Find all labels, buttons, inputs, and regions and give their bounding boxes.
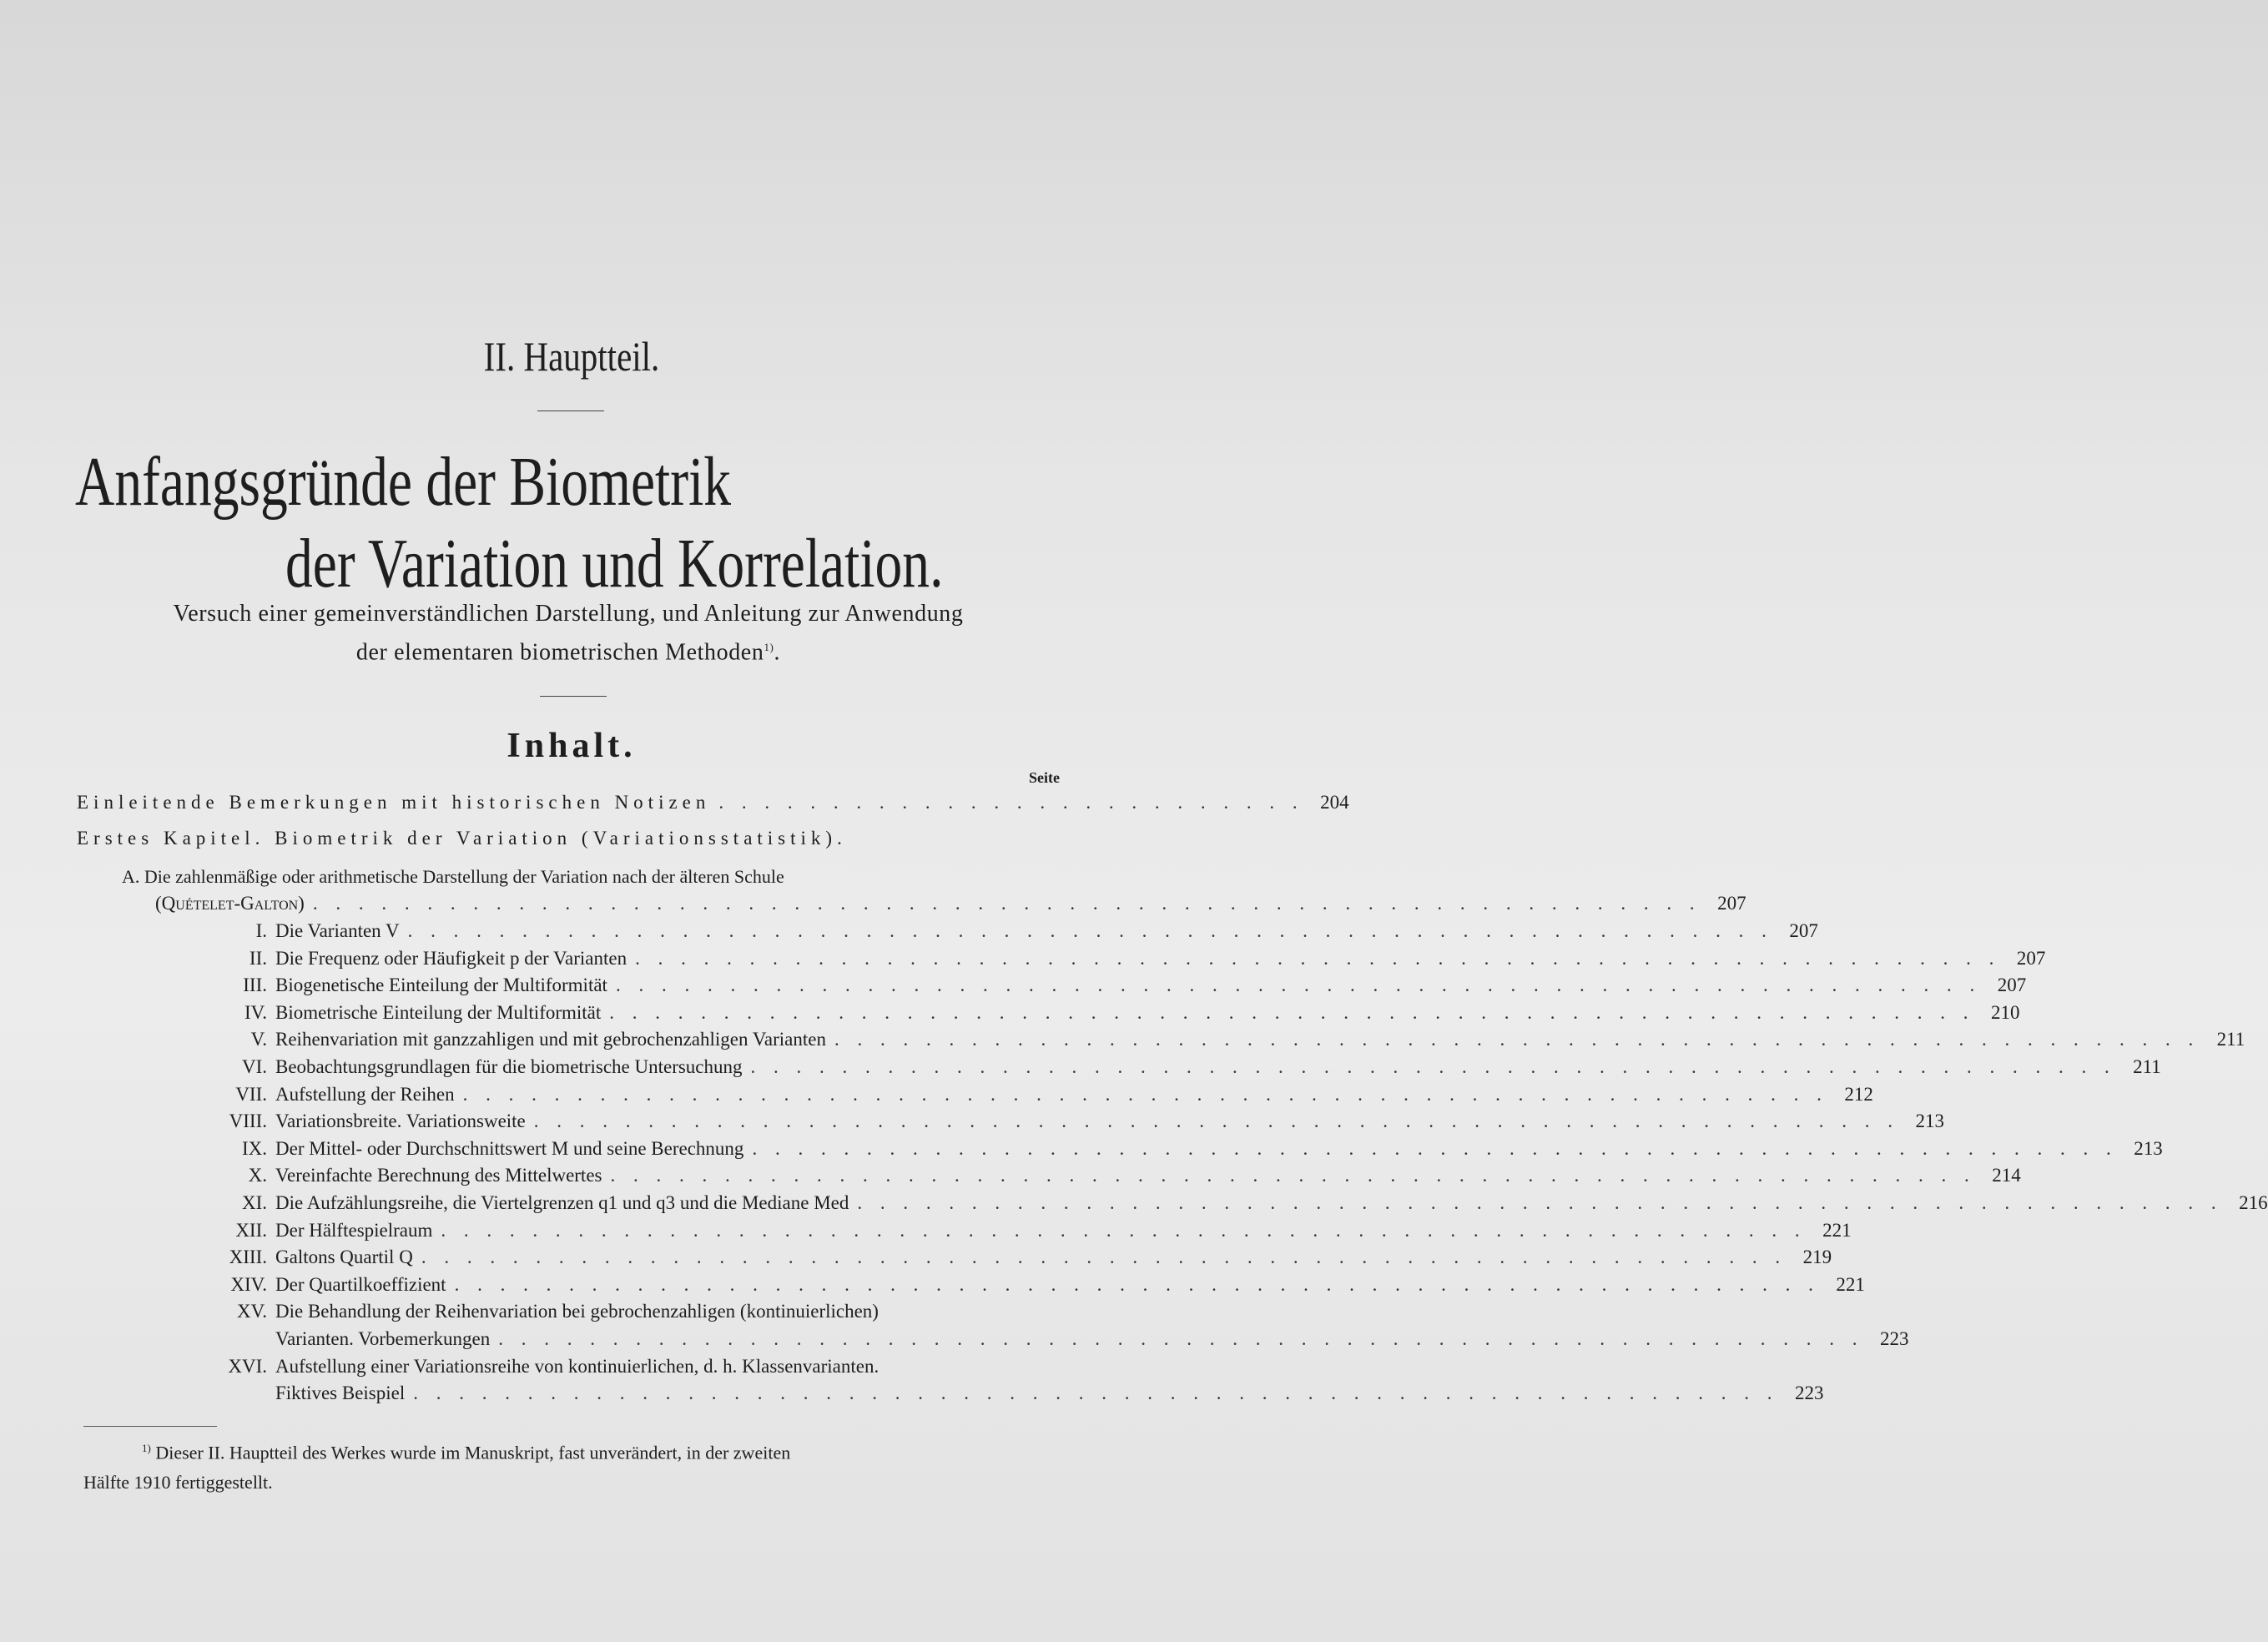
toc-intro-page: 204 xyxy=(1320,792,1349,813)
toc-entry xyxy=(192,1111,1945,1139)
leader-dots: . . . . . . . . . . . . . . . . . . . . . . . . . . xyxy=(718,792,1304,813)
toc-entry-page: 212 xyxy=(1844,1083,1873,1105)
toc-entry xyxy=(192,1301,1060,1329)
leader-dots: . . . . . . . . . . . . . . . . . . . . . . . . . . . . . . . . . . . . . . . . . . . . . . . . . . . . . . . . . . . . xyxy=(498,1328,1864,1349)
toc-entry-number: IV. xyxy=(244,1001,267,1023)
footnote xyxy=(83,1433,1065,1498)
toc-entry-label: Biogenetische Einteilung der Multiformität xyxy=(275,975,607,996)
leader-dots: . . . . . . . . . . . . . . . . . . . . . . . . . . . . . . . . . . . . . . . . . . . . . . . . . . . . . . . . . . . . xyxy=(750,1056,2116,1077)
toc-entry-label: Varianten. Vorbemerkungen xyxy=(275,1328,491,1349)
toc-entry-label: Die Aufzählungsreihe, die Viertelgrenzen q1 und q3 und die Mediane Med xyxy=(275,1192,849,1213)
toc-entry-label: Fiktives Beispiel xyxy=(275,1383,406,1404)
toc-entry-label: Die Frequenz oder Häufigkeit p der Varianten xyxy=(275,947,627,969)
toc-entry-label: Beobachtungsgrundlagen für die biometrische Untersuchung xyxy=(275,1056,743,1077)
toc-entry-label: Biometrische Einteilung der Multiformität xyxy=(275,1001,602,1023)
chapter-heading: Erstes Kapitel. Biometrik der Variation (Variationsstatistik). xyxy=(77,828,847,849)
part-title: II. Hauptteil. xyxy=(483,333,660,380)
leader-dots: . . . . . . . . . . . . . . . . . . . . . . . . . . . . . . . . . . . . . . . . . . . . . . . . . . . . . . . . . . . . xyxy=(462,1083,1828,1105)
toc-entry-label: Aufstellung einer Variationsreihe von kontinuierlichen, d. h. Klassenvarianten. xyxy=(275,1355,879,1377)
leader-dots: . . . . . . . . . . . . . . . . . . . . . . . . . . . . . . . . . . . . . . . . . . . . . . . . . . . . . . . . . . . . xyxy=(635,947,2001,969)
toc-entry-number: XV. xyxy=(236,1301,267,1322)
toc-entry-page: 216 xyxy=(2239,1192,2268,1213)
toc-entry-number: I. xyxy=(255,920,267,941)
leader-dots: . . . . . . . . . . . . . . . . . . . . . . . . . . . . . . . . . . . . . . . . . . . . . . . . . . . . . . . . . . . . xyxy=(441,1219,1807,1241)
leader-dots: . . . . . . . . . . . . . . . . . . . . . . . . . . . . . . . . . . . . . . . . . . . . . . . . . . . . . . . . . . . . . xyxy=(312,893,1701,914)
leader-dots: . . . . . . . . . . . . . . . . . . . . . . . . . . . . . . . . . . . . . . . . . . . . . . . . . . . . . . . . . . . . xyxy=(609,1001,1975,1023)
toc-entry-number: XVI. xyxy=(228,1355,267,1377)
toc-entry-number: III. xyxy=(243,975,267,996)
toc-entry xyxy=(192,1219,1852,1248)
toc-entry-label: Variationsbreite. Variationsweite xyxy=(275,1111,526,1132)
toc-entry xyxy=(192,1356,1060,1384)
leader-dots: . . . . . . . . . . . . . . . . . . . . . . . . . . . . . . . . . . . . . . . . . . . . . . . . . . . . . . . . . . . . xyxy=(834,1029,2200,1050)
toc-entry-number: V. xyxy=(250,1029,267,1050)
toc-entry-page: 221 xyxy=(1822,1219,1852,1241)
toc-entry xyxy=(192,1137,2163,1166)
toc-entry-page: 213 xyxy=(1915,1111,1945,1132)
toc-entry-number: II. xyxy=(249,947,267,969)
toc-entry-page: 223 xyxy=(1879,1328,1909,1349)
toc-entry-page: 221 xyxy=(1836,1273,1865,1295)
leader-dots: . . . . . . . . . . . . . . . . . . . . . . . . . . . . . . . . . . . . . . . . . . . . . . . . . . . . . . . . . . . . xyxy=(615,975,1982,996)
divider-rule xyxy=(540,696,607,697)
toc-heading: Inhalt. xyxy=(507,727,637,765)
toc-entry-page: 207 xyxy=(2016,947,2046,969)
divider-rule xyxy=(537,410,604,411)
toc-entry-page: 214 xyxy=(1992,1165,2021,1186)
footnote-line-2: Hälfte 1910 fertiggestellt. xyxy=(83,1472,273,1493)
leader-dots: . . . . . . . . . . . . . . . . . . . . . . . . . . . . . . . . . . . . . . . . . . . . . . . . . . . . . . . . . . . . xyxy=(610,1165,1976,1186)
footnote-rule xyxy=(83,1426,217,1427)
section-a-line-1: A. Die zahlenmäßige oder arithmetische Darstellung der Variation nach der älteren Schule xyxy=(122,866,784,887)
section-a-page: 207 xyxy=(1717,893,1746,914)
toc-entry xyxy=(192,1083,1873,1112)
toc-entry-page: 219 xyxy=(1802,1247,1832,1268)
toc-entry-number: XI. xyxy=(241,1192,267,1213)
toc-entry-page: 207 xyxy=(1789,920,1818,941)
section-a-line-2 xyxy=(155,893,1746,921)
toc-entry-label: Galtons Quartil Q xyxy=(275,1247,413,1268)
main-title-line-2: der Variation und Korrelation. xyxy=(285,525,944,602)
main-title-line-1: Anfangsgründe der Biometrik xyxy=(75,443,732,521)
toc-entry xyxy=(192,1192,2268,1221)
toc-entry-number: XII. xyxy=(235,1219,267,1241)
leader-dots: . . . . . . . . . . . . . . . . . . . . . . . . . . . . . . . . . . . . . . . . . . . . . . . . . . . . . . . . . . . . xyxy=(407,920,1773,941)
toc-entry-number: VII. xyxy=(235,1083,267,1105)
toc-entry-page: 223 xyxy=(1795,1383,1824,1404)
leader-dots: . . . . . . . . . . . . . . . . . . . . . . . . . . . . . . . . . . . . . . . . . . . . . . . . . . . . . . . . . . . . xyxy=(857,1192,2223,1213)
toc-entry-label: Aufstellung der Reihen xyxy=(275,1083,455,1105)
toc-entry-label: Reihenvariation mit ganzzahligen und mit gebrochenzahligen Varianten xyxy=(275,1029,826,1050)
toc-entry-number: VIII. xyxy=(229,1111,267,1132)
toc-entry-number: VI. xyxy=(241,1056,267,1077)
leader-dots: . . . . . . . . . . . . . . . . . . . . . . . . . . . . . . . . . . . . . . . . . . . . . . . . . . . . . . . . . . . . xyxy=(454,1273,1820,1295)
section-a-authors: (Quételet-Galton) xyxy=(155,893,305,914)
leader-dots: . . . . . . . . . . . . . . . . . . . . . . . . . . . . . . . . . . . . . . . . . . . . . . . . . . . . . . . . . . . . xyxy=(533,1111,1900,1132)
toc-entry xyxy=(192,1001,2020,1030)
toc-entry-number: XIV. xyxy=(230,1273,267,1295)
footnote-text-1: Dieser II. Hauptteil des Werkes wurde im Manuskript, fast unverändert, in der zweiten xyxy=(155,1442,791,1463)
toc-entry xyxy=(192,920,1818,949)
toc-entry xyxy=(192,1165,2021,1193)
toc-entry-label: Der Mittel- oder Durchschnittswert M und seine Berechnung xyxy=(275,1137,744,1159)
toc-entry-label: Die Varianten V xyxy=(275,920,400,941)
toc-entry xyxy=(192,947,2046,976)
toc-entry xyxy=(192,1056,2161,1085)
toc-entry-page: 207 xyxy=(1997,975,2027,996)
toc-entry-page: 211 xyxy=(2133,1056,2161,1077)
subtitle-line-1: Versuch einer gemeinverständlichen Darstellung, und Anleitung zur Anwendung xyxy=(173,601,964,627)
footnote-line-1 xyxy=(83,1433,1065,1468)
footnote-mark: 1) xyxy=(142,1442,151,1454)
toc-entry-label: Der Hälftespielraum xyxy=(275,1219,433,1241)
toc-intro-label: Einleitende Bemerkungen mit historischen Notizen xyxy=(77,792,711,813)
leader-dots: . . . . . . . . . . . . . . . . . . . . . . . . . . . . . . . . . . . . . . . . . . . . . . . . . . . . . . . . . . . . xyxy=(752,1137,2118,1159)
toc-entry-label: Die Behandlung der Reihenvariation bei gebrochenzahligen (kontinuierlichen) xyxy=(275,1301,879,1322)
subtitle-line-2 xyxy=(77,631,1060,669)
subtitle-line-2-end: . xyxy=(774,639,781,666)
toc-entry-page: 213 xyxy=(2134,1137,2163,1159)
toc-entry xyxy=(192,1328,1909,1357)
toc-entry xyxy=(192,975,2027,1003)
toc-entry-label: Der Quartilkoeffizient xyxy=(275,1273,446,1295)
toc-entry-label: Vereinfachte Berechnung des Mittelwertes xyxy=(275,1165,602,1186)
subtitle-line-2-text: der elementaren biometrischen Methoden xyxy=(355,639,764,666)
footnote-reference: 1) xyxy=(764,641,774,653)
toc-entry-page: 211 xyxy=(2216,1029,2245,1050)
toc-entry-page: 210 xyxy=(1991,1001,2020,1023)
page-column-label: Seite xyxy=(1029,769,1060,786)
leader-dots: . . . . . . . . . . . . . . . . . . . . . . . . . . . . . . . . . . . . . . . . . . . . . . . . . . . . . . . . . . . . xyxy=(421,1247,1787,1268)
toc-entry-number: IX. xyxy=(241,1137,267,1159)
toc-entry-number: X. xyxy=(248,1165,267,1186)
toc-entry xyxy=(192,1383,1824,1411)
toc-entry xyxy=(192,1247,1832,1275)
toc-entry xyxy=(192,1273,1865,1302)
toc-intro-entry xyxy=(77,792,1349,820)
toc-entry-number: XIII. xyxy=(229,1247,267,1268)
leader-dots: . . . . . . . . . . . . . . . . . . . . . . . . . . . . . . . . . . . . . . . . . . . . . . . . . . . . . . . . . . . . xyxy=(413,1383,1779,1404)
toc-entry xyxy=(192,1029,2245,1057)
